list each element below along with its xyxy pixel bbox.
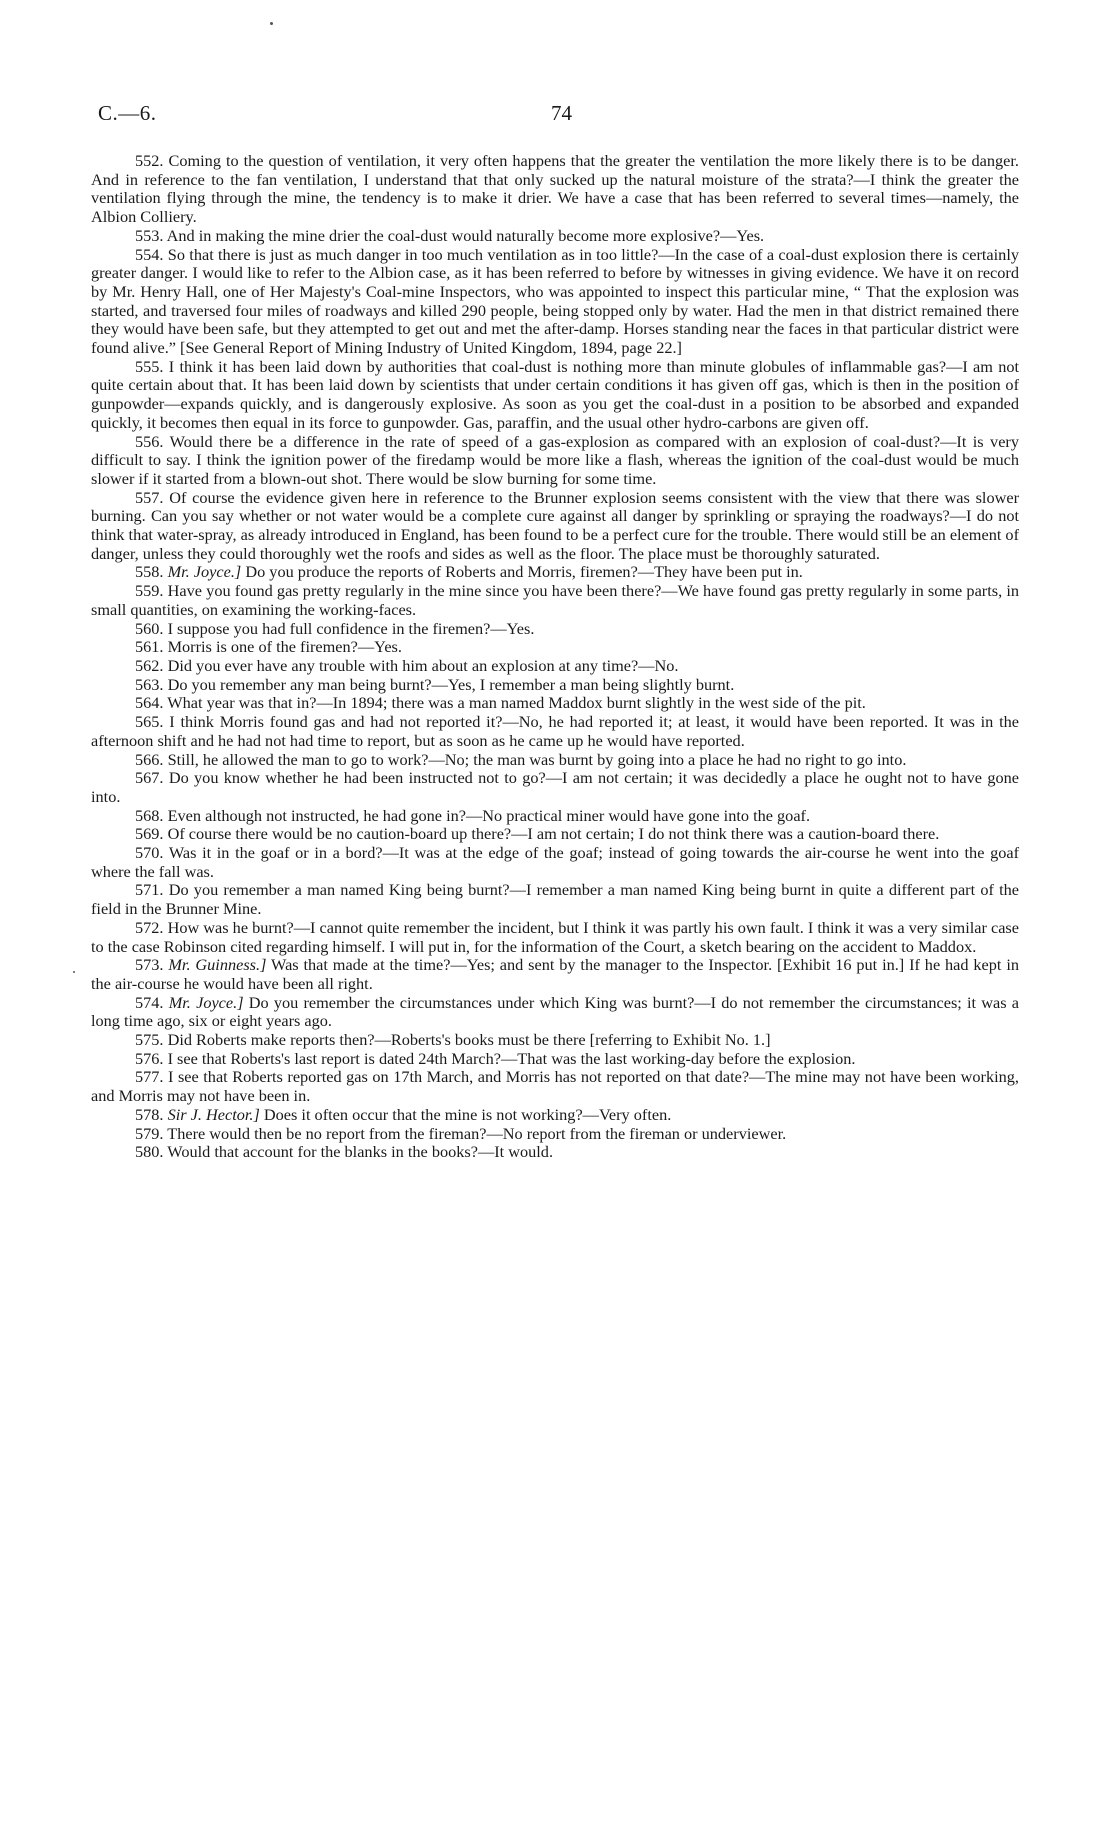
speaker-name: Mr. Joyce.] (167, 562, 242, 582)
question-number: 558. (135, 562, 164, 582)
paragraph-580: 580. Would that account for the blanks in the books?—It would. (135, 1142, 554, 1162)
paragraph-578 (91, 1106, 1019, 1125)
paragraph-text: Was that made at the time?—Yes; and sent by the manager to the Inspector. [Exhibit 16 put in.] If he had kept in the air-course he would have been all right. (91, 955, 1019, 993)
paragraph-555: 555. I think it has been laid down by authorities that coal-dust is nothing more than minute globules of inflammable gas?—I am not quite certain about that. It has been laid down by scientists that under certain conditions it has given off gas, which is then in the position of gunpowder—expands quickly, and is dangerously explosive. As soon as you get the coal-dust in a position to be absorbed and expanded quickly, it becomes then equal in its force to gunpowder. Gas, paraffin, and the usual other hydro-carbons are given off. (91, 356, 1019, 432)
speaker-name: Sir J. Hector.] (167, 1104, 260, 1124)
speaker-name: Mr. Guinness.] (168, 955, 267, 975)
paragraph-567: 567. Do you know whether he had been instructed not to go?—I am not certain; it was decidedly a place he ought not to have gone into. (91, 768, 1019, 806)
paragraph-575: 575. Did Roberts make reports then?—Roberts's books must be there [referring to Exhibit No. 1.] (135, 1030, 771, 1050)
paragraph-text: Do you produce the reports of Roberts and Morris, firemen?—They have been put in. (245, 562, 803, 582)
question-number: 578. (135, 1104, 164, 1124)
paragraph-565: 565. I think Morris found gas and had not reported it?—No, he had reported it; at least, it would have been reported. It was in the afternoon shift and he had not had time to report, but as soon as he came up he would have reported. (91, 712, 1019, 750)
paragraph-576: 576. I see that Roberts's last report is dated 24th March?—That was the last working-day before the explosion. (135, 1048, 856, 1068)
paragraph-574 (91, 994, 1019, 1031)
paragraph-569: 569. Of course there would be no caution-board up there?—I am not certain; I do not think there was a caution-board there. (135, 824, 940, 844)
paragraph-568: 568. Even although not instructed, he had gone in?—No practical miner would have gone into the goaf. (135, 805, 811, 825)
paragraph-text: Does it often occur that the mine is not working?—Very often. (263, 1104, 672, 1124)
paragraph-557: 557. Of course the evidence given here in reference to the Brunner explosion seems consistent with the view that there was slower burning. Can you say whether or not water would be a complete cure against all danger by sprinkling or spraying the roadways?—I do not think that water-spray, as already introduced in England, has been found to be a perfect cure for the trouble. There would still be an element of danger, unless they could thoroughly wet the roofs and sides as well as the floor. The place must be thoroughly saturated. (91, 487, 1019, 563)
page-number: 74 (551, 101, 572, 125)
testimony-body (91, 152, 1019, 1162)
question-number: 574. (135, 992, 164, 1012)
paragraph-570: 570. Was it in the goaf or in a bord?—It was at the edge of the goaf; instead of going towards the air-course he went into the goaf where the fall was. (91, 843, 1019, 881)
page-speck (270, 22, 273, 25)
paragraph-556: 556. Would there be a difference in the rate of speed of a gas-explosion as compared with an explosion of coal-dust?—It is very difficult to say. I think the ignition power of the firedamp would be more like a flash, whereas the ignition of the coal-dust would be much slower if it started from a blown-out shot. There would be slow burning for some time. (91, 431, 1019, 488)
paragraph-566: 566. Still, he allowed the man to go to work?—No; the man was burnt by going into a place he had no right to go into. (135, 749, 907, 769)
paragraph-562: 562. Did you ever have any trouble with him about an explosion at any time?—No. (135, 655, 679, 675)
paragraph-573 (91, 956, 1019, 993)
page-speck (73, 971, 75, 973)
paragraph-564: 564. What year was that in?—In 1894; there was a man named Maddox burnt slightly in the west side of the pit. (135, 693, 866, 713)
paragraph-571: 571. Do you remember a man named King being burnt?—I remember a man named King being burnt in quite a different part of the field in the Brunner Mine. (91, 880, 1019, 919)
paragraph-561: 561. Morris is one of the firemen?—Yes. (135, 637, 402, 657)
paragraph-558 (91, 563, 1019, 582)
paragraph-577: 577. I see that Roberts reported gas on 17th March, and Morris has not reported on that date?—The mine may not have been working, and Morris may not have been in. (91, 1067, 1019, 1106)
page-header (98, 101, 1018, 131)
paragraph-552: 552. Coming to the question of ventilation, it very often happens that the greater the ventilation the more likely there is to be danger. And in reference to the fan ventilation, I understand that that only sucked up the natural moisture of the strata?—I think the greater the ventilation flying through the mine, the tendency is to make it drier. We have a case that has been referred to several times—namely, the Albion Colliery. (91, 151, 1019, 227)
question-number: 573. (135, 955, 164, 975)
paragraph-572: 572. How was he burnt?—I cannot quite remember the incident, but I think it was partly his own fault. I think it was a very similar case to the case Robinson cited regarding himself. I will put in, for the information of the Court, a sketch bearing on the accident to Maddox. (91, 917, 1019, 956)
speaker-name: Mr. Joyce.] (168, 992, 244, 1012)
paragraph-559: 559. Have you found gas pretty regularly in the mine since you have been there?—We have found gas pretty regularly in some parts, in small quantities, on examining the working-faces. (91, 581, 1019, 619)
document-reference: C.—6. (98, 101, 157, 125)
paragraph-554: 554. So that there is just as much danger in too much ventilation as in too little?—In the case of a coal-dust explosion there is certainly greater danger. I would like to refer to the Albion case, as it has been referred to before by witnesses in giving evidence. We have it on record by Mr. Henry Hall, one of Her Majesty's Coal-mine Inspectors, who was appointed to inspect this particular mine, “ That the explosion was started, and traversed four miles of roadways and killed 290 people, being stopped only by water. Had the men in that district remained there they would have been safe, but they attempted to get out and met the after-damp. Horses standing near the faces in that particular district were found alive.” [See General Report of Mining Industry of United Kingdom, 1894, page 22.] (91, 244, 1019, 358)
paragraph-579: 579. There would then be no report from the fireman?—No report from the fireman or underviewer. (135, 1123, 787, 1143)
paragraph-text: Do you remember the circumstances under which King was burnt?—I do not remember the circumstances; it was a long time ago, six or eight years ago. (91, 992, 1020, 1031)
paragraph-563: 563. Do you remember any man being burnt?—Yes, I remember a man being slightly burnt. (135, 674, 735, 694)
paragraph-553: 553. And in making the mine drier the coal-dust would naturally become more explosive?—Yes. (135, 225, 765, 245)
paragraph-560: 560. I suppose you had full confidence in the firemen?—Yes. (135, 618, 535, 638)
